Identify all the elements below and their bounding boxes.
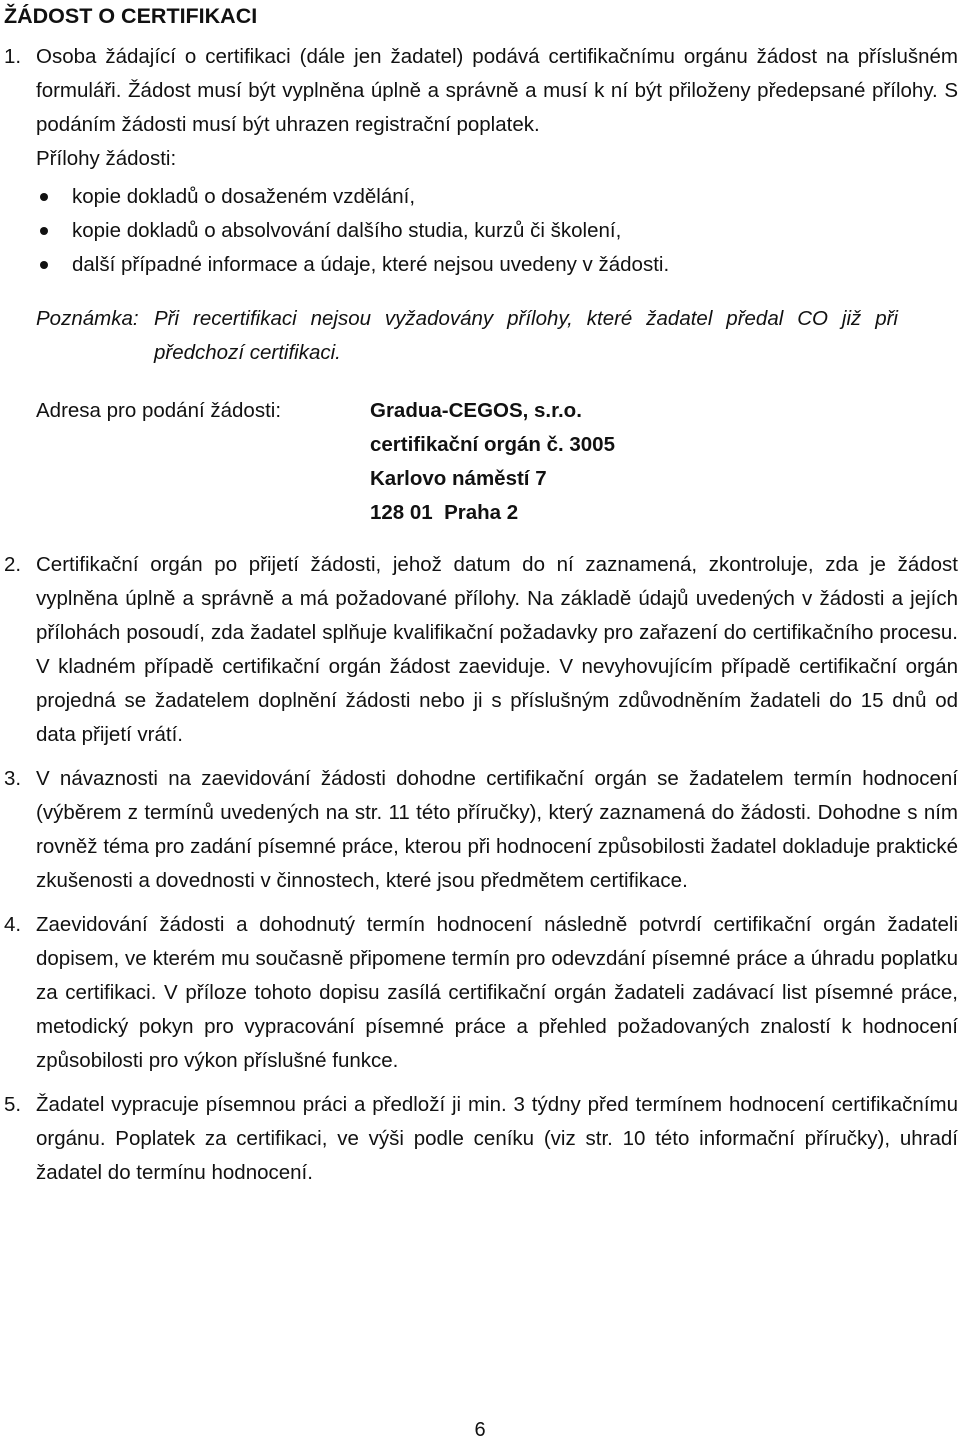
list-number: 2. <box>4 553 22 576</box>
list-item-text: Certifikační orgán po přijetí žádosti, jehož datum do ní zaznamená, zkontroluje, zda je žádost vyplněna úplně a správně a má požadované přílohy. Na základě údajů uvedených v žádosti a jejích přílohách posoudí, zda žadatel splňuje kvalifikační požadavky pro zařazení do certifikačního procesu. V kladném případě certifikační orgán žádost zaeviduje. V nevyhovujícím případě certifikační orgán projedná se žadatelem doplnění žádosti nebo ji s příslušným zdůvodněním žadateli do 15 dnů od data přijetí vrátí. <box>36 553 958 746</box>
note <box>36 302 958 370</box>
list-item-1 <box>4 40 958 530</box>
list-number: 3. <box>4 767 22 790</box>
bullet-icon <box>36 214 72 248</box>
submission-address <box>36 394 958 530</box>
bullet-text: další případné informace a údaje, které nejsou uvedeny v žádosti. <box>72 253 670 276</box>
address-line: Karlovo náměstí 7 <box>370 467 547 490</box>
bullet-text: kopie dokladů o dosaženém vzdělání, <box>72 185 416 208</box>
page-number: 6 <box>474 1419 486 1441</box>
note-text: Při recertifikaci nejsou vyžadovány přílohy, které žadatel předal CO již při předchozí certifikaci. <box>154 307 898 364</box>
list-item-2 <box>4 548 958 752</box>
list-item-text: Žadatel vypracuje písemnou práci a předloží ji min. 3 týdny před termínem hodnocení certifikačnímu orgánu. Poplatek za certifikaci, ve výši podle ceníku (viz str. 10 této informační příručky), uhradí žadatel do termínu hodnocení. <box>36 1093 958 1184</box>
list-item-body <box>36 40 958 530</box>
list-item-text: Osoba žádající o certifikaci (dále jen žadatel) podává certifikačnímu orgánu žádost na příslušném formuláři. Žádost musí být vyplněna úplně a správně a musí k ní být přiloženy předepsané přílohy. S podáním žádosti musí být uhrazen registrační poplatek. <box>36 45 958 136</box>
list-item-3 <box>4 762 958 898</box>
list-item <box>36 214 958 248</box>
note-label: Poznámka: <box>36 307 139 330</box>
list-item <box>36 180 958 214</box>
attachments-heading: Přílohy žádosti: <box>36 147 177 170</box>
list-number: 5. <box>4 1093 22 1116</box>
address-lines <box>370 394 615 530</box>
list-item-4 <box>4 908 958 1078</box>
bullet-icon <box>36 248 72 282</box>
address-line: Gradua-CEGOS, s.r.o. <box>370 399 582 422</box>
list-number: 4. <box>4 913 22 936</box>
address-line: certifikační orgán č. 3005 <box>370 433 615 456</box>
address-label: Adresa pro podání žádosti: <box>36 399 282 422</box>
attachments-list <box>36 180 958 282</box>
list-item-text: Zaevidování žádosti a dohodnutý termín hodnocení následně potvrdí certifikační orgán žadateli dopisem, ve kterém mu současně připomene termín pro odevzdání písemné práce a úhradu poplatku za certifikaci. V příloze tohoto dopisu zasílá certifikační orgán žadateli zadávací list písemné práce, metodický pokyn pro vypracování písemné práce a přehled požadovaných znalostí k hodnocení způsobilosti pro výkon příslušné funkce. <box>36 913 958 1072</box>
list-item <box>36 248 958 282</box>
bullet-icon <box>36 180 72 214</box>
bullet-text: kopie dokladů o absolvování dalšího studia, kurzů či školení, <box>72 219 622 242</box>
list-item-text: V návaznosti na zaevidování žádosti dohodne certifikační orgán se žadatelem termín hodnocení (výběrem z termínů uvedených na str. 11 této příručky), který zaznamená do žádosti. Dohodne s ním rovněž téma pro zadání písemné práce, kterou při hodnocení způsobilosti žadatel dokladuje praktické zkušenosti a dovednosti v činnostech, které jsou předmětem certifikace. <box>36 767 958 892</box>
address-line: 128 01 Praha 2 <box>370 501 519 524</box>
list-item-5 <box>4 1088 958 1190</box>
list-number: 1. <box>4 45 22 68</box>
page-title: ŽÁDOST O CERTIFIKACI <box>4 4 258 28</box>
